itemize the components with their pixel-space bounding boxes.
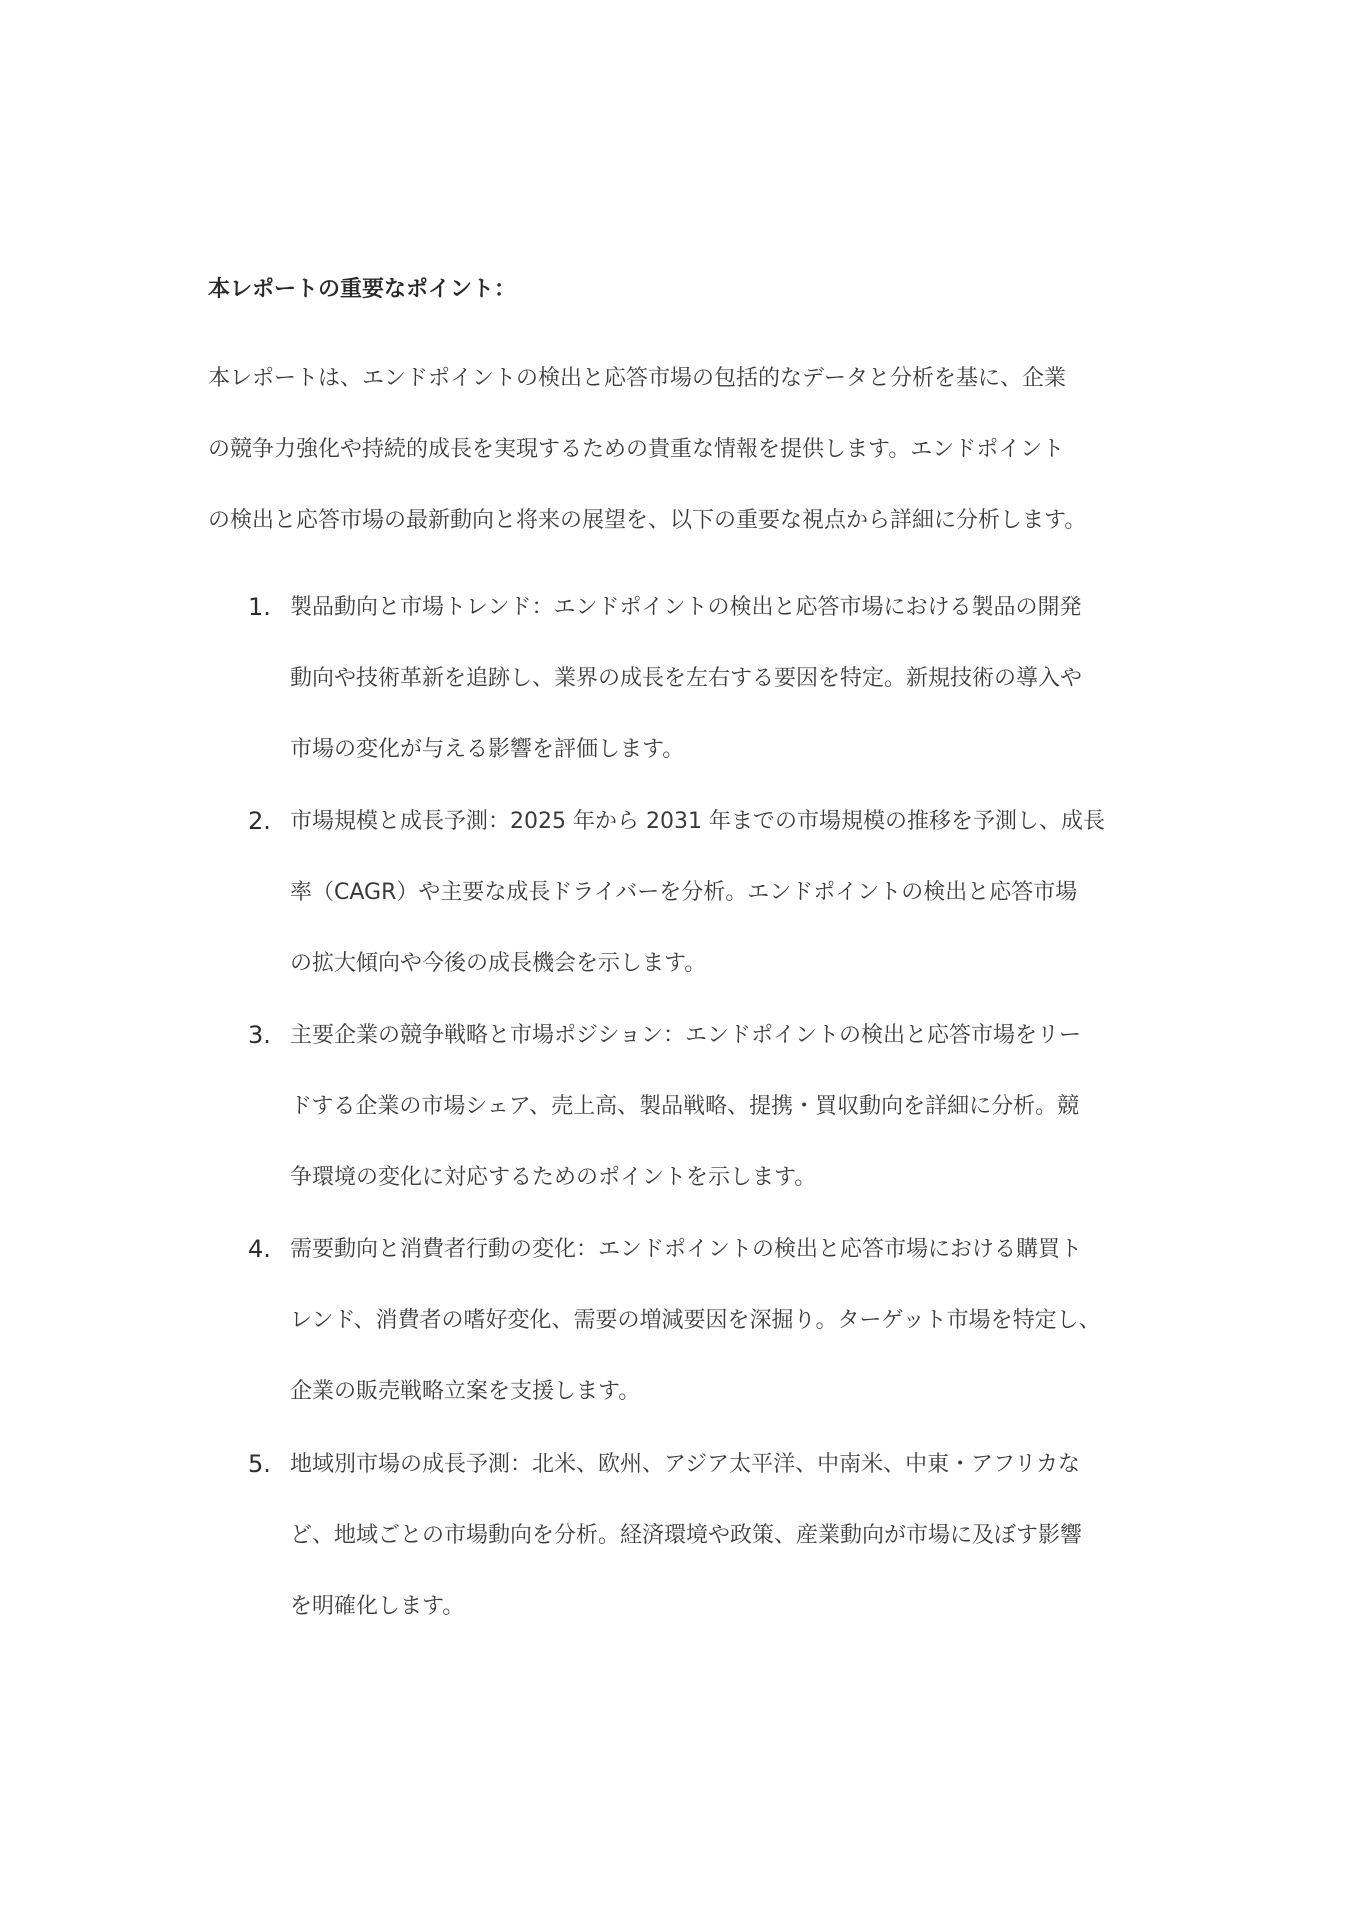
list-item-line: ドする企業の市場シェア、売上高、製品戦略、提携・買収動向を詳細に分析。競 [290, 1094, 1080, 1119]
list-item-number: 4. [248, 1235, 271, 1263]
list-item-line: 率（CAGR）や主要な成長ドライバーを分析。エンドポイントの検出と応答市場 [290, 880, 1078, 905]
list-item-line: 製品動向と市場トレンド：エンドポイントの検出と応答市場における製品の開発 [290, 595, 1082, 620]
list-item-number: 5. [248, 1450, 271, 1478]
intro-line: の競争力強化や持続的成長を実現するための貴重な情報を提供します。エンドポイント [208, 437, 1065, 462]
list-item-line: ど、地域ごとの市場動向を分析。経済環境や政策、産業動向が市場に及ぼす影響 [290, 1523, 1083, 1548]
section-heading: 本レポートの重要なポイント： [208, 277, 517, 302]
list-item-number: 1. [248, 593, 271, 621]
list-item-line: 動向や技術革新を追跡し、業界の成長を左右する要因を特定。新規技術の導入や [290, 666, 1083, 691]
list-item-line: 市場の変化が与える影響を評価します。 [290, 737, 685, 762]
list-item-number: 2. [248, 807, 271, 835]
list-item-line: レンド、消費者の嗜好変化、需要の増減要因を深掘り。ターゲット市場を特定し、 [290, 1308, 1101, 1333]
list-item-line: 地域別市場の成長予測：北米、欧州、アジア太平洋、中南米、中東・アフリカな [290, 1452, 1081, 1477]
list-item-line: の拡大傾向や今後の成長機会を示します。 [290, 951, 707, 976]
list-item-text [290, 572, 1170, 785]
list-item-text [290, 1214, 1170, 1427]
list-item-number: 3. [248, 1021, 271, 1049]
list-item-line: 企業の販売戦略立案を支援します。 [290, 1379, 641, 1404]
list-item-line: 主要企業の競争戦略と市場ポジション：エンドポイントの検出と応答市場をリー [290, 1023, 1082, 1048]
intro-line: 本レポートは、エンドポイントの検出と応答市場の包括的なデータと分析を基に、企業 [208, 366, 1067, 391]
list-item-text [290, 1429, 1170, 1642]
list-item-line: を明確化します。 [290, 1594, 465, 1619]
intro-line: の検出と応答市場の最新動向と将来の展望を、以下の重要な視点から詳細に分析します。 [208, 508, 1087, 533]
list-item-line: 争環境の変化に対応するためのポイントを示します。 [290, 1165, 817, 1190]
list-item-line: 需要動向と消費者行動の変化：エンドポイントの検出と応答市場における購買ト [290, 1237, 1083, 1262]
list-item-line: 市場規模と成長予測：2025 年から 2031 年までの市場規模の推移を予測し、成長 [290, 809, 1105, 834]
intro-paragraph [208, 343, 1168, 556]
list-item-text [290, 786, 1170, 999]
list-item-text [290, 1000, 1170, 1213]
